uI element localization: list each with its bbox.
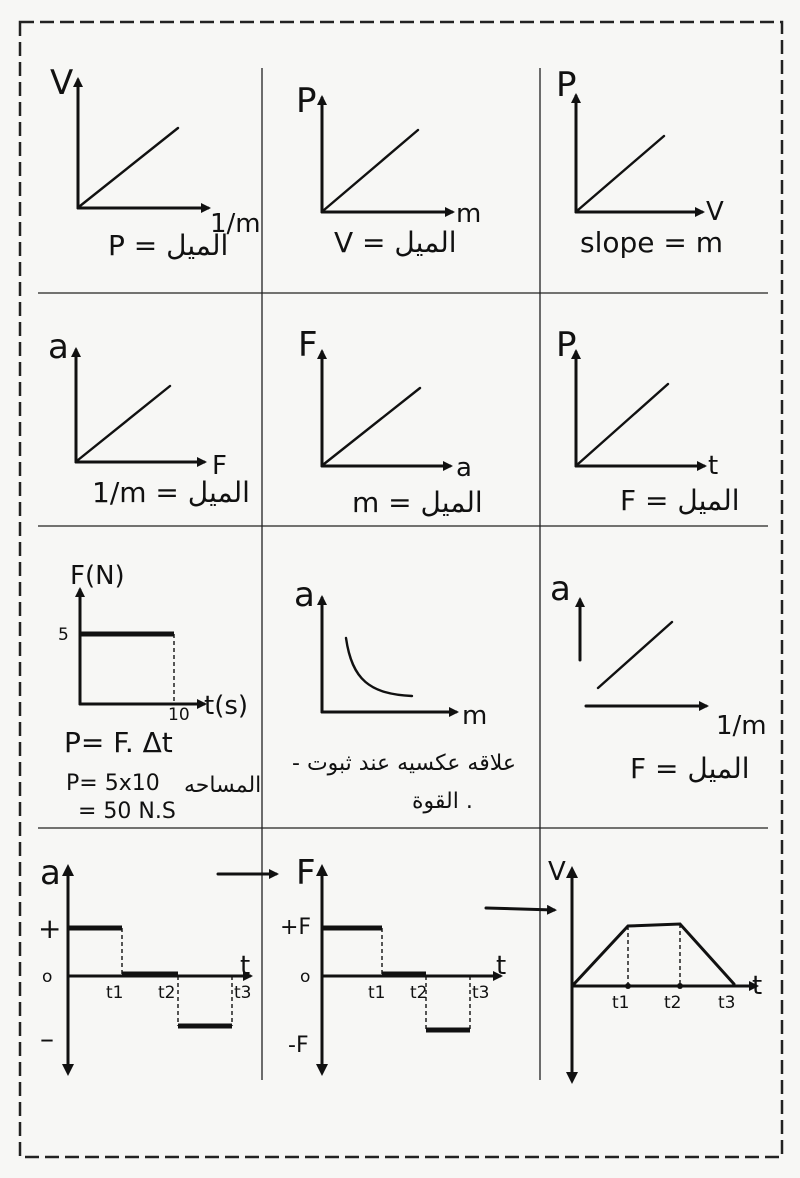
- x-axis-label: t: [752, 971, 763, 1001]
- arrow-right-2: [486, 908, 554, 910]
- t3-label: t3: [472, 983, 490, 1003]
- graph-a-vs-m-inverse: [292, 575, 516, 814]
- graph-acceleration-time-steps: [38, 853, 251, 1076]
- graph-velocity-time-trapezoid: [548, 857, 762, 1084]
- caption: P = الميل: [108, 229, 229, 262]
- graph-force-time-steps: [280, 853, 506, 1076]
- t1-label: t1: [368, 983, 386, 1003]
- plus-label: +: [38, 912, 62, 945]
- y-axis-label: V: [548, 857, 566, 887]
- equation-impulse: P= F. Δt: [64, 726, 173, 759]
- graph-v-vs-inverse-m: [50, 63, 261, 262]
- t2-label: t2: [664, 993, 682, 1013]
- caption: F = الميل: [620, 484, 740, 517]
- y-axis-label: P: [296, 81, 317, 121]
- x-axis-label: t: [708, 451, 719, 481]
- x-axis-label: a: [456, 453, 472, 483]
- caption: slope = m: [580, 226, 724, 259]
- x-axis-label: t: [240, 951, 251, 981]
- x-tick-label: 10: [168, 705, 190, 725]
- note-area: المساحه: [184, 773, 262, 798]
- graph-force-time-rectangle: [58, 561, 261, 824]
- plus-f-label: +F: [280, 915, 312, 940]
- graph-p-vs-m: [296, 81, 481, 259]
- y-axis-label: a: [48, 327, 69, 367]
- x-axis-label: t(s): [204, 691, 249, 721]
- caption: V = الميل: [334, 226, 457, 259]
- y-axis-label: V: [50, 63, 74, 103]
- t2-label: t2: [410, 983, 428, 1003]
- y-axis-label: a: [40, 853, 61, 893]
- caption: F = الميل: [630, 752, 750, 785]
- minus-f-label: -F: [288, 1033, 309, 1058]
- graph-a-vs-inverse-m: [550, 569, 767, 785]
- graph-p-vs-v: [556, 65, 724, 259]
- y-axis-label: P: [556, 325, 577, 365]
- x-axis-label: m: [462, 701, 488, 731]
- equation-result: = 50 N.S: [78, 799, 176, 824]
- x-axis-label: 1/m: [716, 711, 767, 741]
- y-axis-label: a: [550, 569, 571, 609]
- zero-label: o: [300, 967, 311, 987]
- caption: 1/m = الميل: [92, 476, 250, 509]
- t1-label: t1: [612, 993, 630, 1013]
- t2-label: t2: [158, 983, 176, 1003]
- y-axis-label: F: [298, 325, 318, 365]
- x-axis-label: t: [496, 951, 507, 981]
- graph-p-vs-t: [556, 325, 740, 517]
- y-axis-label: F: [296, 853, 316, 893]
- note-force: القوة .: [412, 789, 473, 814]
- note-inverse: - علاقه عكسيه عند ثبوت: [292, 751, 516, 776]
- t3-label: t3: [718, 993, 736, 1013]
- grid-lines: [38, 68, 768, 1080]
- y-axis-label: a: [294, 575, 315, 615]
- x-axis-label: 1/m: [210, 209, 261, 239]
- t3-label: t3: [234, 983, 252, 1003]
- x-axis-label: V: [706, 197, 724, 227]
- zero-label: o: [42, 967, 53, 987]
- minus-label: –: [40, 1022, 54, 1055]
- y-axis-label: P: [556, 65, 577, 105]
- x-axis-label: F: [212, 451, 227, 481]
- y-tick-label: 5: [58, 625, 69, 645]
- x-axis-label: m: [456, 199, 482, 229]
- graph-a-vs-f: [48, 327, 250, 509]
- graph-f-vs-a: [298, 325, 483, 519]
- y-axis-label: F(N): [70, 561, 125, 591]
- caption: m = الميل: [352, 486, 483, 519]
- t1-label: t1: [106, 983, 124, 1003]
- equation-substitution: P= 5x10: [66, 771, 160, 796]
